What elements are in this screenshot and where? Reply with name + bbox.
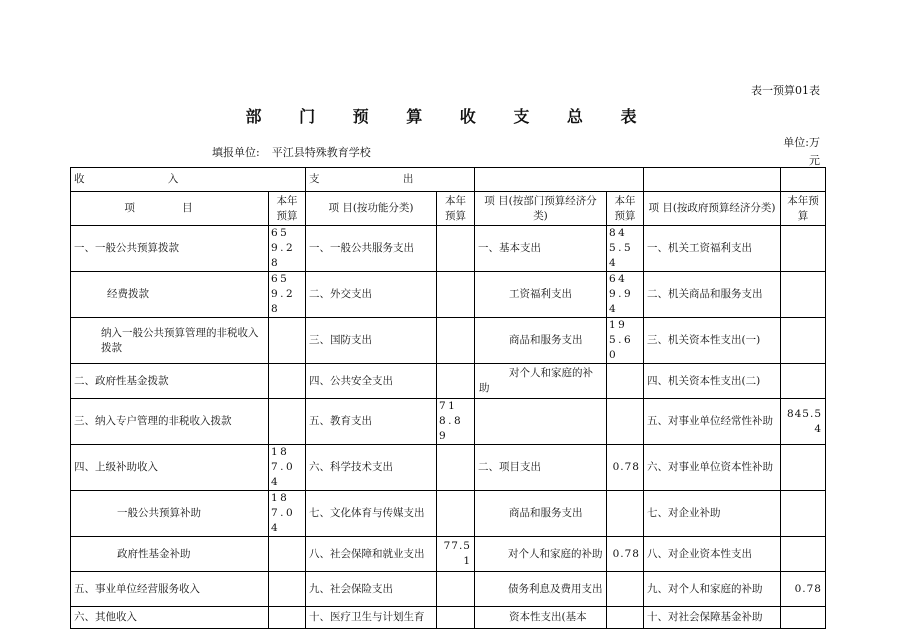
dept-amount: 845.54 <box>607 226 644 272</box>
table-row <box>71 607 826 629</box>
dept-amount: 0.78 <box>607 537 644 572</box>
income-amount: 187.04 <box>269 491 306 537</box>
gov-amount <box>781 364 826 399</box>
header-row-2 <box>71 192 826 226</box>
function-item: 十、医疗卫生与计划生育 <box>306 607 437 629</box>
dept-item: 对个人和家庭的补助 <box>475 537 607 572</box>
income-item: 纳入一般公共预算管理的非税收入拨款 <box>71 318 269 364</box>
dept-amount: 649.94 <box>607 272 644 318</box>
dept-amount <box>607 572 644 607</box>
table-row <box>71 572 826 607</box>
function-item: 五、教育支出 <box>306 399 437 445</box>
gov-amount <box>781 537 826 572</box>
income-item: 经费拨款 <box>71 272 269 318</box>
dept-amount <box>607 399 644 445</box>
function-item: 三、国防支出 <box>306 318 437 364</box>
function-item: 二、外交支出 <box>306 272 437 318</box>
function-amount <box>437 318 475 364</box>
function-item: 八、社会保障和就业支出 <box>306 537 437 572</box>
col-header-function: 项 目(按功能分类) <box>306 192 437 226</box>
gov-amount: 0.78 <box>781 572 826 607</box>
function-amount <box>437 445 475 491</box>
income-amount <box>269 537 306 572</box>
col-header-budget: 本年预算 <box>607 192 644 226</box>
income-amount <box>269 607 306 629</box>
gov-amount <box>781 226 826 272</box>
gov-item: 七、对企业补助 <box>644 491 781 537</box>
table-row <box>71 226 826 272</box>
dept-amount <box>607 491 644 537</box>
gov-item: 三、机关资本性支出(一) <box>644 318 781 364</box>
gov-item: 九、对个人和家庭的补助 <box>644 572 781 607</box>
header-blank <box>781 168 826 192</box>
dept-item: 商品和服务支出 <box>475 318 607 364</box>
header-blank <box>644 168 781 192</box>
dept-item <box>475 399 607 445</box>
col-header-budget: 本年预算 <box>437 192 475 226</box>
function-amount: 77.51 <box>437 537 475 572</box>
dept-amount: 0.78 <box>607 445 644 491</box>
filler-unit <box>212 144 383 160</box>
expense-header: 支 出 <box>306 168 475 192</box>
function-amount <box>437 226 475 272</box>
income-amount: 659.28 <box>269 226 306 272</box>
dept-item: 工资福利支出 <box>475 272 607 318</box>
function-item: 六、科学技术支出 <box>306 445 437 491</box>
gov-item: 五、对事业单位经常性补助 <box>644 399 781 445</box>
function-item: 一、一般公共服务支出 <box>306 226 437 272</box>
income-item: 二、政府性基金拨款 <box>71 364 269 399</box>
function-item: 九、社会保险支出 <box>306 572 437 607</box>
filler-label: 填报单位: <box>212 146 260 159</box>
function-amount <box>437 572 475 607</box>
filler-value: 平江县特殊教育学校 <box>271 146 371 159</box>
table-row <box>71 445 826 491</box>
function-amount: 718.89 <box>437 399 475 445</box>
income-amount <box>269 399 306 445</box>
gov-amount <box>781 272 826 318</box>
col-header-item: 项 目 <box>71 192 269 226</box>
dept-item: 资本性支出(基本 <box>475 607 607 629</box>
income-amount <box>269 364 306 399</box>
dept-item: 商品和服务支出 <box>475 491 607 537</box>
gov-amount: 845.54 <box>781 399 826 445</box>
income-amount: 659.28 <box>269 272 306 318</box>
dept-amount <box>607 364 644 399</box>
income-item: 五、事业单位经营服务收入 <box>71 572 269 607</box>
gov-item: 一、机关工资福利支出 <box>644 226 781 272</box>
gov-amount <box>781 607 826 629</box>
function-amount <box>437 491 475 537</box>
income-item: 一般公共预算补助 <box>71 491 269 537</box>
table-row <box>71 364 826 399</box>
col-header-budget: 本年预算 <box>269 192 306 226</box>
gov-amount <box>781 445 826 491</box>
income-item: 一、一般公共预算拨款 <box>71 226 269 272</box>
table-row <box>71 491 826 537</box>
table-row <box>71 399 826 445</box>
page-title: 部 门 预 算 收 支 总 表 <box>245 107 653 126</box>
income-item: 三、纳入专户管理的非税收入拨款 <box>71 399 269 445</box>
function-amount <box>437 364 475 399</box>
budget-summary-table <box>70 167 826 629</box>
gov-item: 六、对事业单位资本性补助 <box>644 445 781 491</box>
table-row <box>71 318 826 364</box>
dept-item: 一、基本支出 <box>475 226 607 272</box>
table-row <box>71 537 826 572</box>
function-item: 四、公共安全支出 <box>306 364 437 399</box>
function-amount <box>437 272 475 318</box>
table-row <box>71 272 826 318</box>
form-code: 表一预算01表 <box>751 84 820 97</box>
gov-amount <box>781 318 826 364</box>
income-item: 四、上级补助收入 <box>71 445 269 491</box>
col-header-dept-econ: 项 目(按部门预算经济分类) <box>475 192 607 226</box>
header-blank <box>475 168 644 192</box>
function-item: 七、文化体育与传媒支出 <box>306 491 437 537</box>
income-item: 政府性基金补助 <box>71 537 269 572</box>
header-row-1 <box>71 168 826 192</box>
income-amount <box>269 318 306 364</box>
gov-amount <box>781 491 826 537</box>
col-header-gov-econ: 项 目(按政府预算经济分类) <box>644 192 781 226</box>
income-amount: 187.04 <box>269 445 306 491</box>
function-amount <box>437 607 475 629</box>
income-item: 六、其他收入 <box>71 607 269 629</box>
dept-amount <box>607 607 644 629</box>
gov-item: 八、对企业资本性支出 <box>644 537 781 572</box>
dept-item: 债务利息及费用支出 <box>475 572 607 607</box>
dept-amount: 195.60 <box>607 318 644 364</box>
dept-item: 对个人和家庭的补助 <box>475 364 607 399</box>
income-header: 收 入 <box>71 168 306 192</box>
unit-label: 单位:万元 <box>783 136 820 167</box>
income-amount <box>269 572 306 607</box>
gov-item: 二、机关商品和服务支出 <box>644 272 781 318</box>
dept-item: 二、项目支出 <box>475 445 607 491</box>
gov-item: 十、对社会保障基金补助 <box>644 607 781 629</box>
gov-item: 四、机关资本性支出(二) <box>644 364 781 399</box>
col-header-budget: 本年预算 <box>781 192 826 226</box>
